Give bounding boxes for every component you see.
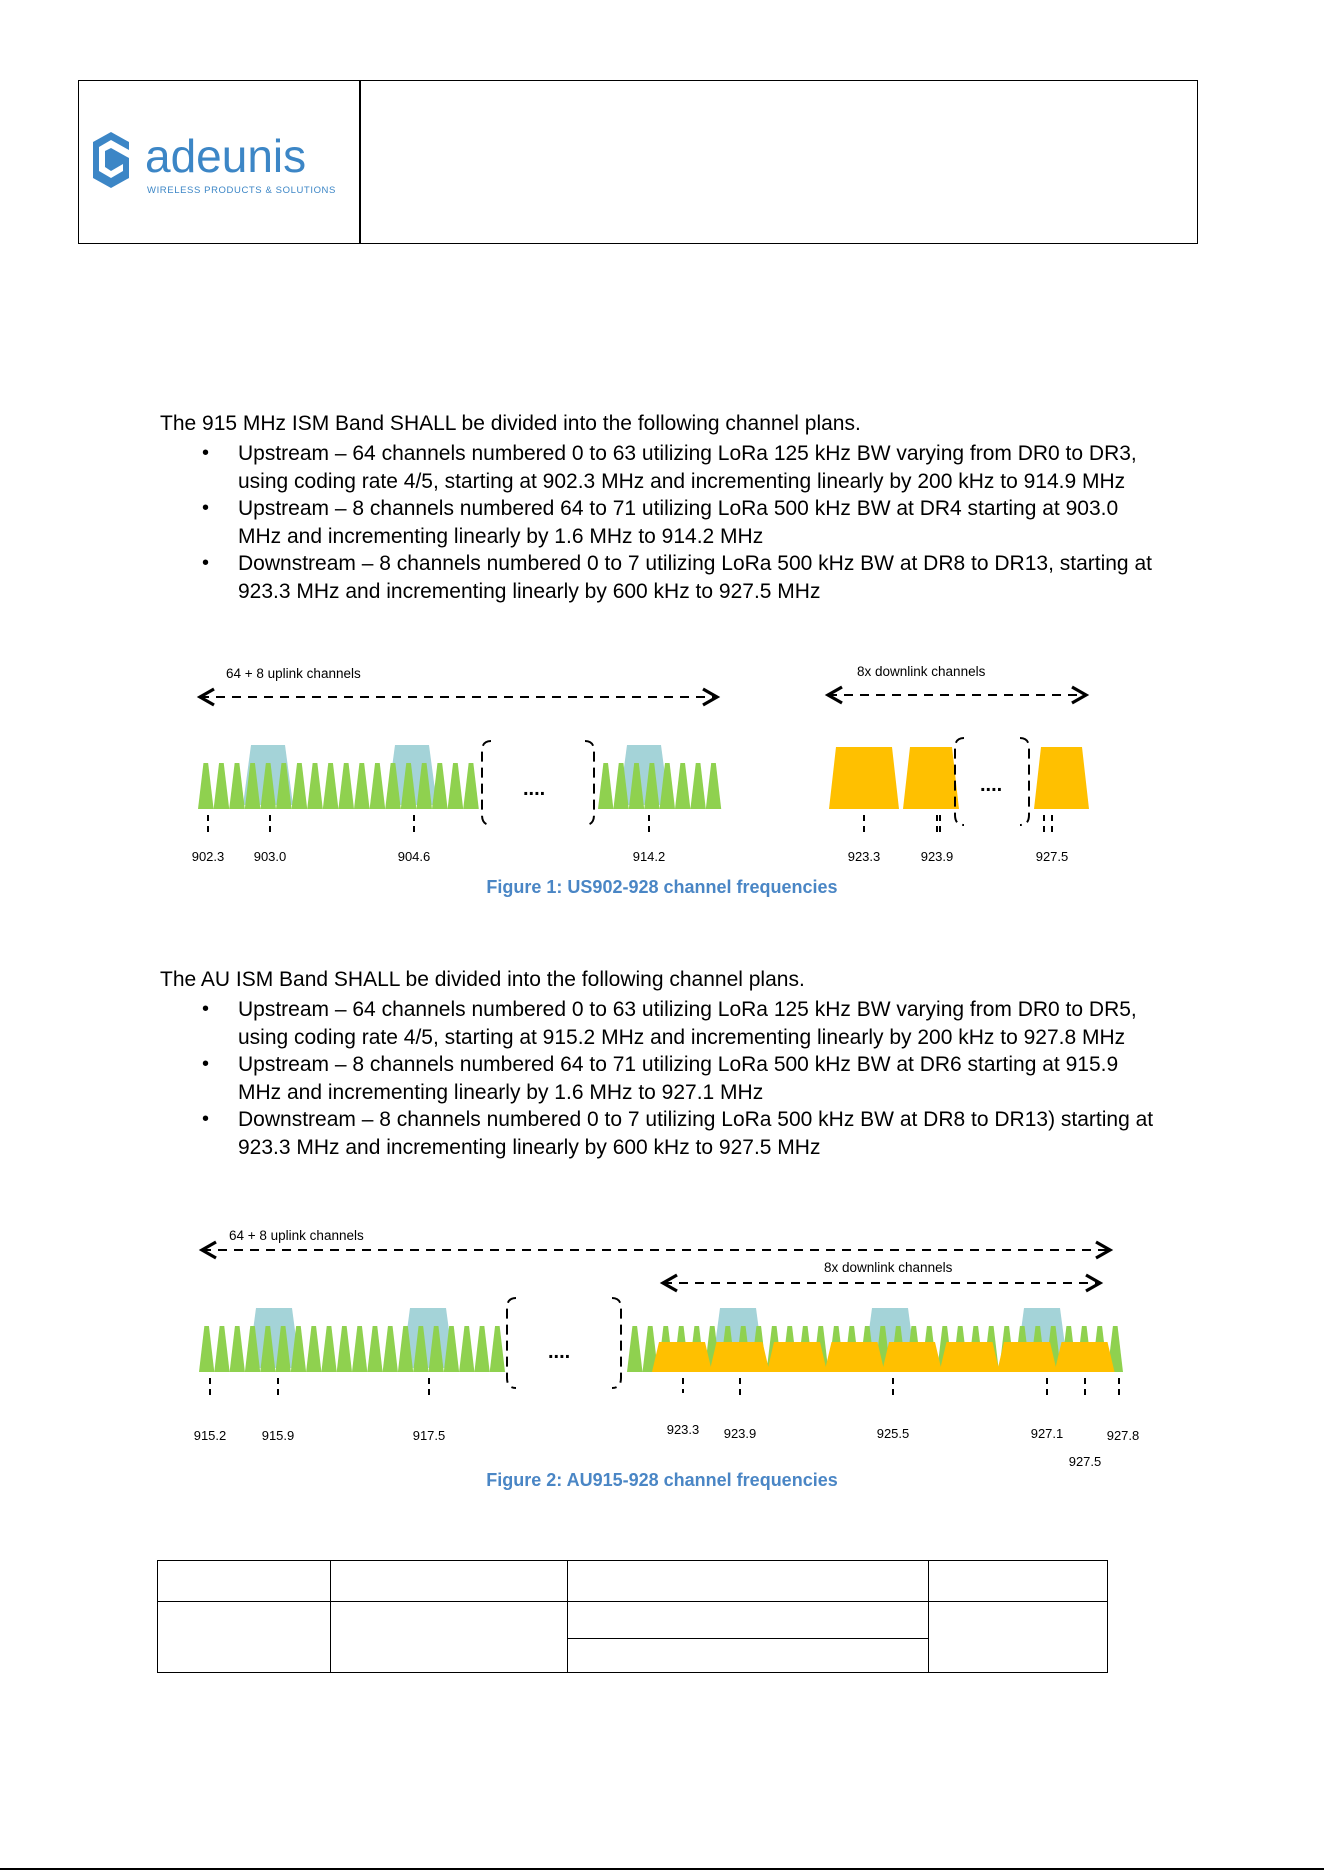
uplink-125khz-channel: [690, 763, 705, 809]
frequency-label: 915.2: [193, 1428, 227, 1443]
header-divider: [359, 81, 361, 243]
uplink-125khz-channel: [338, 763, 354, 809]
page-bottom-rule: [0, 1868, 1324, 1870]
downlink-channel: [1055, 1342, 1115, 1372]
footer-cell: [331, 1602, 568, 1673]
au-band-intro: The AU ISM Band SHALL be divided into the following channel plans.: [160, 968, 805, 991]
list-item: • Upstream – 8 channels numbered 64 to 71 utilizing LoRa 500 kHz BW at DR6 starting at 915.9 MHz and incrementing linearly by 1.6 MHz to 927.1 MHz: [160, 1051, 1160, 1106]
uplink-125khz-channel: [352, 1326, 367, 1372]
uplink-125khz-channel: [199, 1326, 214, 1372]
footer-cell: [929, 1561, 1108, 1602]
figure-1-caption: Figure 1: US902-928 channel frequencies: [486, 877, 838, 897]
frequency-label: 923.3: [666, 1422, 700, 1437]
uplink-125khz-channel: [490, 1326, 505, 1372]
frequency-label: 927.5: [1068, 1454, 1102, 1468]
frequency-label: 925.5: [876, 1426, 910, 1441]
us-uplink-ellipsis: ....: [523, 778, 546, 800]
us-uplink-label: 64 + 8 uplink channels: [226, 666, 361, 681]
au-downlink-label: 8x downlink channels: [824, 1260, 953, 1275]
frequency-label: 927.1: [1030, 1426, 1064, 1441]
frequency-label: 927.8: [1106, 1428, 1140, 1443]
us-downlink-channels: [829, 747, 1089, 809]
uplink-125khz-channel: [198, 763, 214, 809]
us-downlink-left-bracket: [955, 738, 964, 825]
frequency-label: 915.9: [261, 1428, 295, 1443]
frequency-label: 923.3: [847, 849, 881, 864]
list-item: • Upstream – 8 channels numbered 64 to 71 utilizing LoRa 500 kHz BW at DR4 starting at 903.0 MHz and incrementing linearly by 1.6 MHz to 914.2 MHz: [160, 495, 1160, 550]
uplink-125khz-channel: [230, 1326, 245, 1372]
uplink-125khz-channel: [229, 763, 245, 809]
uplink-125khz-channel: [354, 763, 370, 809]
uplink-125khz-channel: [367, 1326, 382, 1372]
frequency-label: 927.5: [1035, 849, 1069, 864]
document-header: [78, 80, 1198, 244]
uplink-125khz-channel: [214, 1326, 229, 1372]
au-frequency-ticks: [194, 1378, 1140, 1468]
figure-1: [0, 655, 1324, 897]
frequency-label: 903.0: [253, 849, 287, 864]
us-downlink-label: 8x downlink channels: [857, 664, 986, 679]
list-item: • Downstream – 8 channels numbered 0 to 7 utilizing LoRa 500 kHz BW at DR8 to DR13) starting at 923.3 MHz and incrementing linearly by 600 kHz to 927.5 MHz: [160, 1106, 1160, 1161]
uplink-125khz-channel: [370, 763, 386, 809]
uplink-125khz-channel: [383, 1326, 398, 1372]
au-uplink-ellipsis: ....: [548, 1341, 571, 1363]
adeunis-logo: [89, 126, 351, 216]
downlink-channel: [710, 1342, 770, 1372]
uplink-125khz-channel: [337, 1326, 352, 1372]
us-channel-diagram: [0, 655, 1324, 870]
uplink-125khz-channel: [448, 763, 464, 809]
frequency-label: 923.9: [920, 849, 954, 864]
downlink-channel: [652, 1342, 712, 1372]
footer-cell: [929, 1602, 1108, 1673]
au-left-bracket: [507, 1298, 516, 1388]
uplink-125khz-channel: [474, 1326, 489, 1372]
au-uplink-label: 64 + 8 uplink channels: [229, 1228, 364, 1243]
logo-tagline: WIRELESS PRODUCTS & SOLUTIONS: [147, 185, 336, 196]
downlink-channel: [1034, 747, 1089, 809]
uplink-125khz-channel: [307, 763, 323, 809]
au-channel-diagram: [0, 1218, 1324, 1468]
uplink-125khz-channel: [463, 763, 479, 809]
adeunis-logo-mark-icon: [93, 132, 129, 188]
downlink-channel: [940, 1342, 1000, 1372]
uplink-125khz-channel: [459, 1326, 474, 1372]
downlink-channel: [882, 1342, 942, 1372]
uplink-125khz-channel: [306, 1326, 321, 1372]
footer-cell: [568, 1602, 929, 1639]
au-band-list: [160, 996, 1160, 1161]
footer-cell: [158, 1561, 331, 1602]
us-downlink-ellipsis: ....: [980, 774, 1003, 796]
downlink-channel: [829, 747, 899, 809]
us-band-intro: The 915 MHz ISM Band SHALL be divided into the following channel plans.: [160, 412, 861, 435]
footer-cell: [158, 1602, 331, 1673]
uplink-125khz-channel: [627, 1326, 643, 1372]
footer-cell: [568, 1638, 929, 1672]
uplink-125khz-channel: [323, 763, 339, 809]
uplink-125khz-channel: [214, 763, 230, 809]
list-item: • Upstream – 64 channels numbered 0 to 63 utilizing LoRa 125 kHz BW varying from DR0 to DR5, using coding rate 4/5, starting at 915.2 MHz and incrementing linearly by 200 kHz to 927.8 MHz: [160, 996, 1160, 1051]
downlink-channel: [903, 747, 959, 809]
footer-table: [157, 1560, 1108, 1673]
frequency-label: 904.6: [397, 849, 431, 864]
frequency-label: 917.5: [412, 1428, 446, 1443]
frequency-label: 902.3: [191, 849, 225, 864]
list-item: • Downstream – 8 channels numbered 0 to 7 utilizing LoRa 500 kHz BW at DR8 to DR13, starting at 923.3 MHz and incrementing linearly by 600 kHz to 927.5 MHz: [160, 550, 1160, 605]
figure-2: [0, 1218, 1324, 1490]
uplink-125khz-channel: [321, 1326, 336, 1372]
figure-2-caption: Figure 2: AU915-928 channel frequencies: [486, 1470, 838, 1490]
uplink-125khz-channel: [675, 763, 690, 809]
footer-cell: [568, 1561, 929, 1602]
logo-wordmark: adeunis: [145, 130, 307, 182]
downlink-channel: [767, 1342, 827, 1372]
us-band-list: [160, 440, 1160, 605]
uplink-125khz-channel: [706, 763, 721, 809]
downlink-channel: [825, 1342, 885, 1372]
us-frequency-ticks: [192, 815, 1069, 864]
downlink-channel: [997, 1342, 1057, 1372]
us-left-bracket: [482, 741, 491, 825]
au-right-bracket: [612, 1298, 621, 1388]
au-band-section: [160, 966, 1160, 1161]
frequency-label: 923.9: [723, 1426, 757, 1441]
footer-cell: [331, 1561, 568, 1602]
us-downlink-right-bracket: [1020, 738, 1029, 825]
uplink-125khz-channel: [598, 763, 613, 809]
list-item: • Upstream – 64 channels numbered 0 to 63 utilizing LoRa 125 kHz BW varying from DR0 to DR3, using coding rate 4/5, starting at 902.3 MHz and incrementing linearly by 200 kHz to 914.9 MHz: [160, 440, 1160, 495]
us-right-bracket: [585, 741, 594, 825]
uplink-125khz-channel: [292, 763, 308, 809]
frequency-label: 914.2: [632, 849, 666, 864]
us-band-section: [160, 410, 1160, 605]
